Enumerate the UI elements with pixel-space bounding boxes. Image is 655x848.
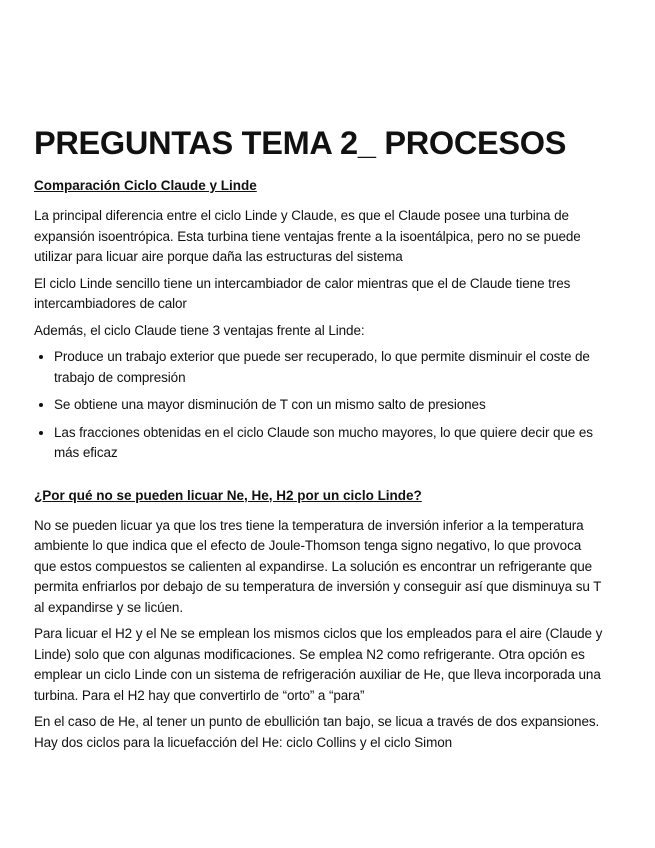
paragraph: No se pueden licuar ya que los tres tiene la temperatura de inversión inferior a la temperatura ambiente lo que indica que el efecto de Joule-Thomson tenga signo negativo, lo que provoca que estos compuestos se calienten al expandirse. La solución es encontrar un refrigerante que permita enfriarlos por debajo de su temperatura de inversión y conseguir así que disminuya su T al expandirse y se licúen. xyxy=(34,517,602,615)
paragraph: Para licuar el H2 y el Ne se emplean los mismos ciclos que los empleados para el aire (Claude y Linde) solo que con algunas modificaciones. Se emplea N2 como refrigerante. Otra opción es emplear un ciclo Linde con un sistema de refrigeración auxiliar de He, que lleva incorporada una turbina. Para el H2 hay que convertirlo de “orto” a “para” xyxy=(34,626,603,703)
advantages-list xyxy=(34,347,606,464)
section-linde-limits xyxy=(34,486,606,754)
list-item: • Las fracciones obtenidas en el ciclo Claude son mucho mayores, lo que quiere decir que es más eficaz xyxy=(54,423,606,464)
paragraph: El ciclo Linde sencillo tiene un intercambiador de calor mientras que el de Claude tiene tres intercambiadores de calor xyxy=(34,275,571,311)
page-title: PREGUNTAS TEMA 2_ PROCESOS xyxy=(34,125,567,161)
list-item: • Se obtiene una mayor disminución de T con un mismo salto de presiones xyxy=(54,395,606,416)
section-claude-linde xyxy=(34,176,606,464)
section-heading: Comparación Ciclo Claude y Linde xyxy=(34,178,257,193)
section-heading: ¿Por qué no se pueden licuar Ne, He, H2 por un ciclo Linde? xyxy=(34,487,422,503)
list-item: • Produce un trabajo exterior que puede ser recuperado, lo que permite disminuir el coste de trabajo de compresión xyxy=(54,347,606,388)
document-page xyxy=(34,124,606,759)
paragraph: La principal diferencia entre el ciclo Linde y Claude, es que el Claude posee una turbina de expansión isoentrópica. Esta turbina tiene ventajas frente a la isoentálpica, pero no se puede utilizar para licuar aire porque daña las estructuras del sistema xyxy=(34,208,581,264)
paragraph: Además, el ciclo Claude tiene 3 ventajas frente al Linde: xyxy=(34,322,365,338)
paragraph: En el caso de He, al tener un punto de ebullición tan bajo, se licua a través de dos expansiones. Hay dos ciclos para la licuefacción del He: ciclo Collins y el ciclo Simon xyxy=(34,714,600,750)
